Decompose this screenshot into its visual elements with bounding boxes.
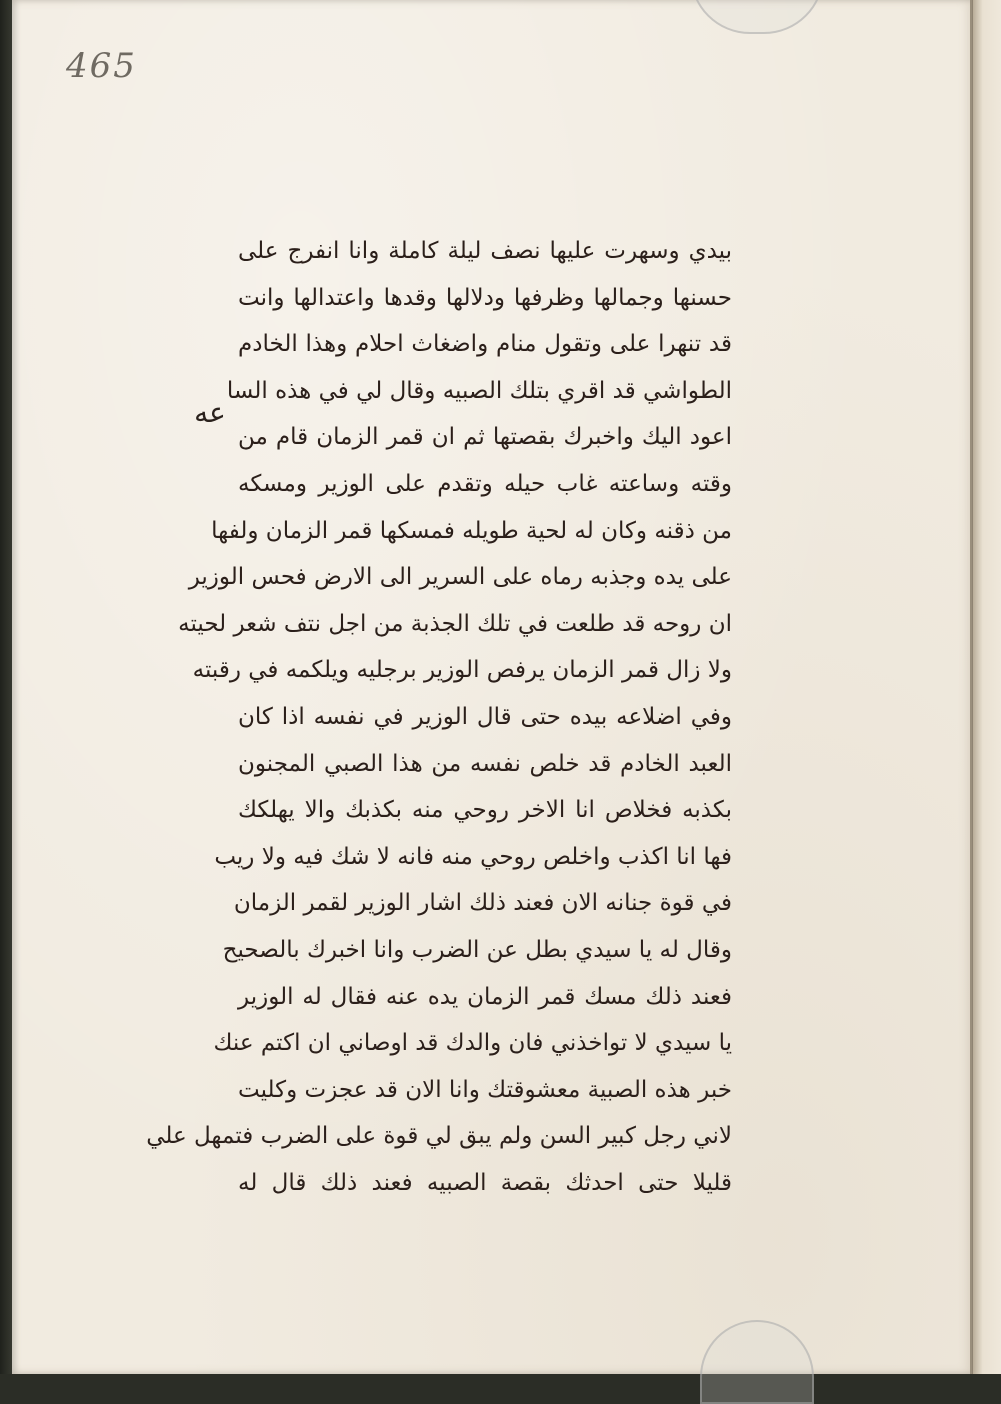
text-line: قد تنهرا على وتقول منام واضغاث احلام وهذا الخادم [238,331,732,358]
manuscript-text-block [146,228,732,1206]
text-line: بكذبه فخلاص انا الاخر روحي منه بكذبك والا يهلكك [238,797,732,824]
text-line: العبد الخادم قد خلص نفسه من هذا الصبي المجنون [238,750,732,777]
text-line: من ذقنه وكان له لحية طويله فمسكها قمر الزمان ولفها [211,517,732,544]
text-line: لاني رجل كبير السن ولم يبق لي قوة على الضرب فتمهل علي [146,1123,732,1150]
text-line: بيدي وسهرت عليها نصف ليلة كاملة وانا انفرج على [238,238,732,264]
text-line: ولا زال قمر الزمان يرفص الوزير برجليه ويلكمه في رقبته [192,657,732,684]
text-line: اعود اليك واخبرك بقصتها ثم ان قمر الزمان قام من [238,424,732,451]
folio-number: 465 [66,46,137,86]
text-line: وفي اضلاعه بيده حتى قال الوزير في نفسه اذا كان [238,703,732,730]
text-line: على يده وجذبه رماه على السرير الى الارض فحس الوزير [188,564,732,591]
text-line: وقته وساعته غاب حيله وتقدم على الوزير ومسكه [238,470,732,497]
margin-annotation: عه [194,396,226,429]
text-line: قليلا حتى احدثك بقصة الصبيه فعند ذلك قال له [238,1169,732,1196]
text-line: في قوة جنانه الان فعند ذلك اشار الوزير لقمر الزمان [233,890,732,917]
text-line: ان روحه قد طلعت في تلك الجذبة من اجل نتف شعر لحيته [178,610,732,637]
text-line: وقال له يا سيدي بطل عن الضرب وانا اخبرك بالصحيح [222,936,732,963]
text-line: الطواشي قد اقري بتلك الصبيه وقال لي في هذه السا [226,377,732,404]
text-line: يا سيدي لا تواخذني فان والدك قد اوصاني ان اكتم عنك [213,1030,732,1057]
text-line: خبر هذه الصبية معشوقتك وانا الان قد عجزت وكليت [238,1076,732,1103]
text-line: فعند ذلك مسك قمر الزمان يده عنه فقال له الوزير [238,983,732,1010]
text-line: فها انا اكذب واخلص روحي منه فانه لا شك فيه ولا ريب [214,843,732,870]
text-line: حسنها وجمالها وظرفها ودلالها وقدها واعتدالها وانت [238,284,732,311]
adjacent-page-edge [972,0,1001,1374]
